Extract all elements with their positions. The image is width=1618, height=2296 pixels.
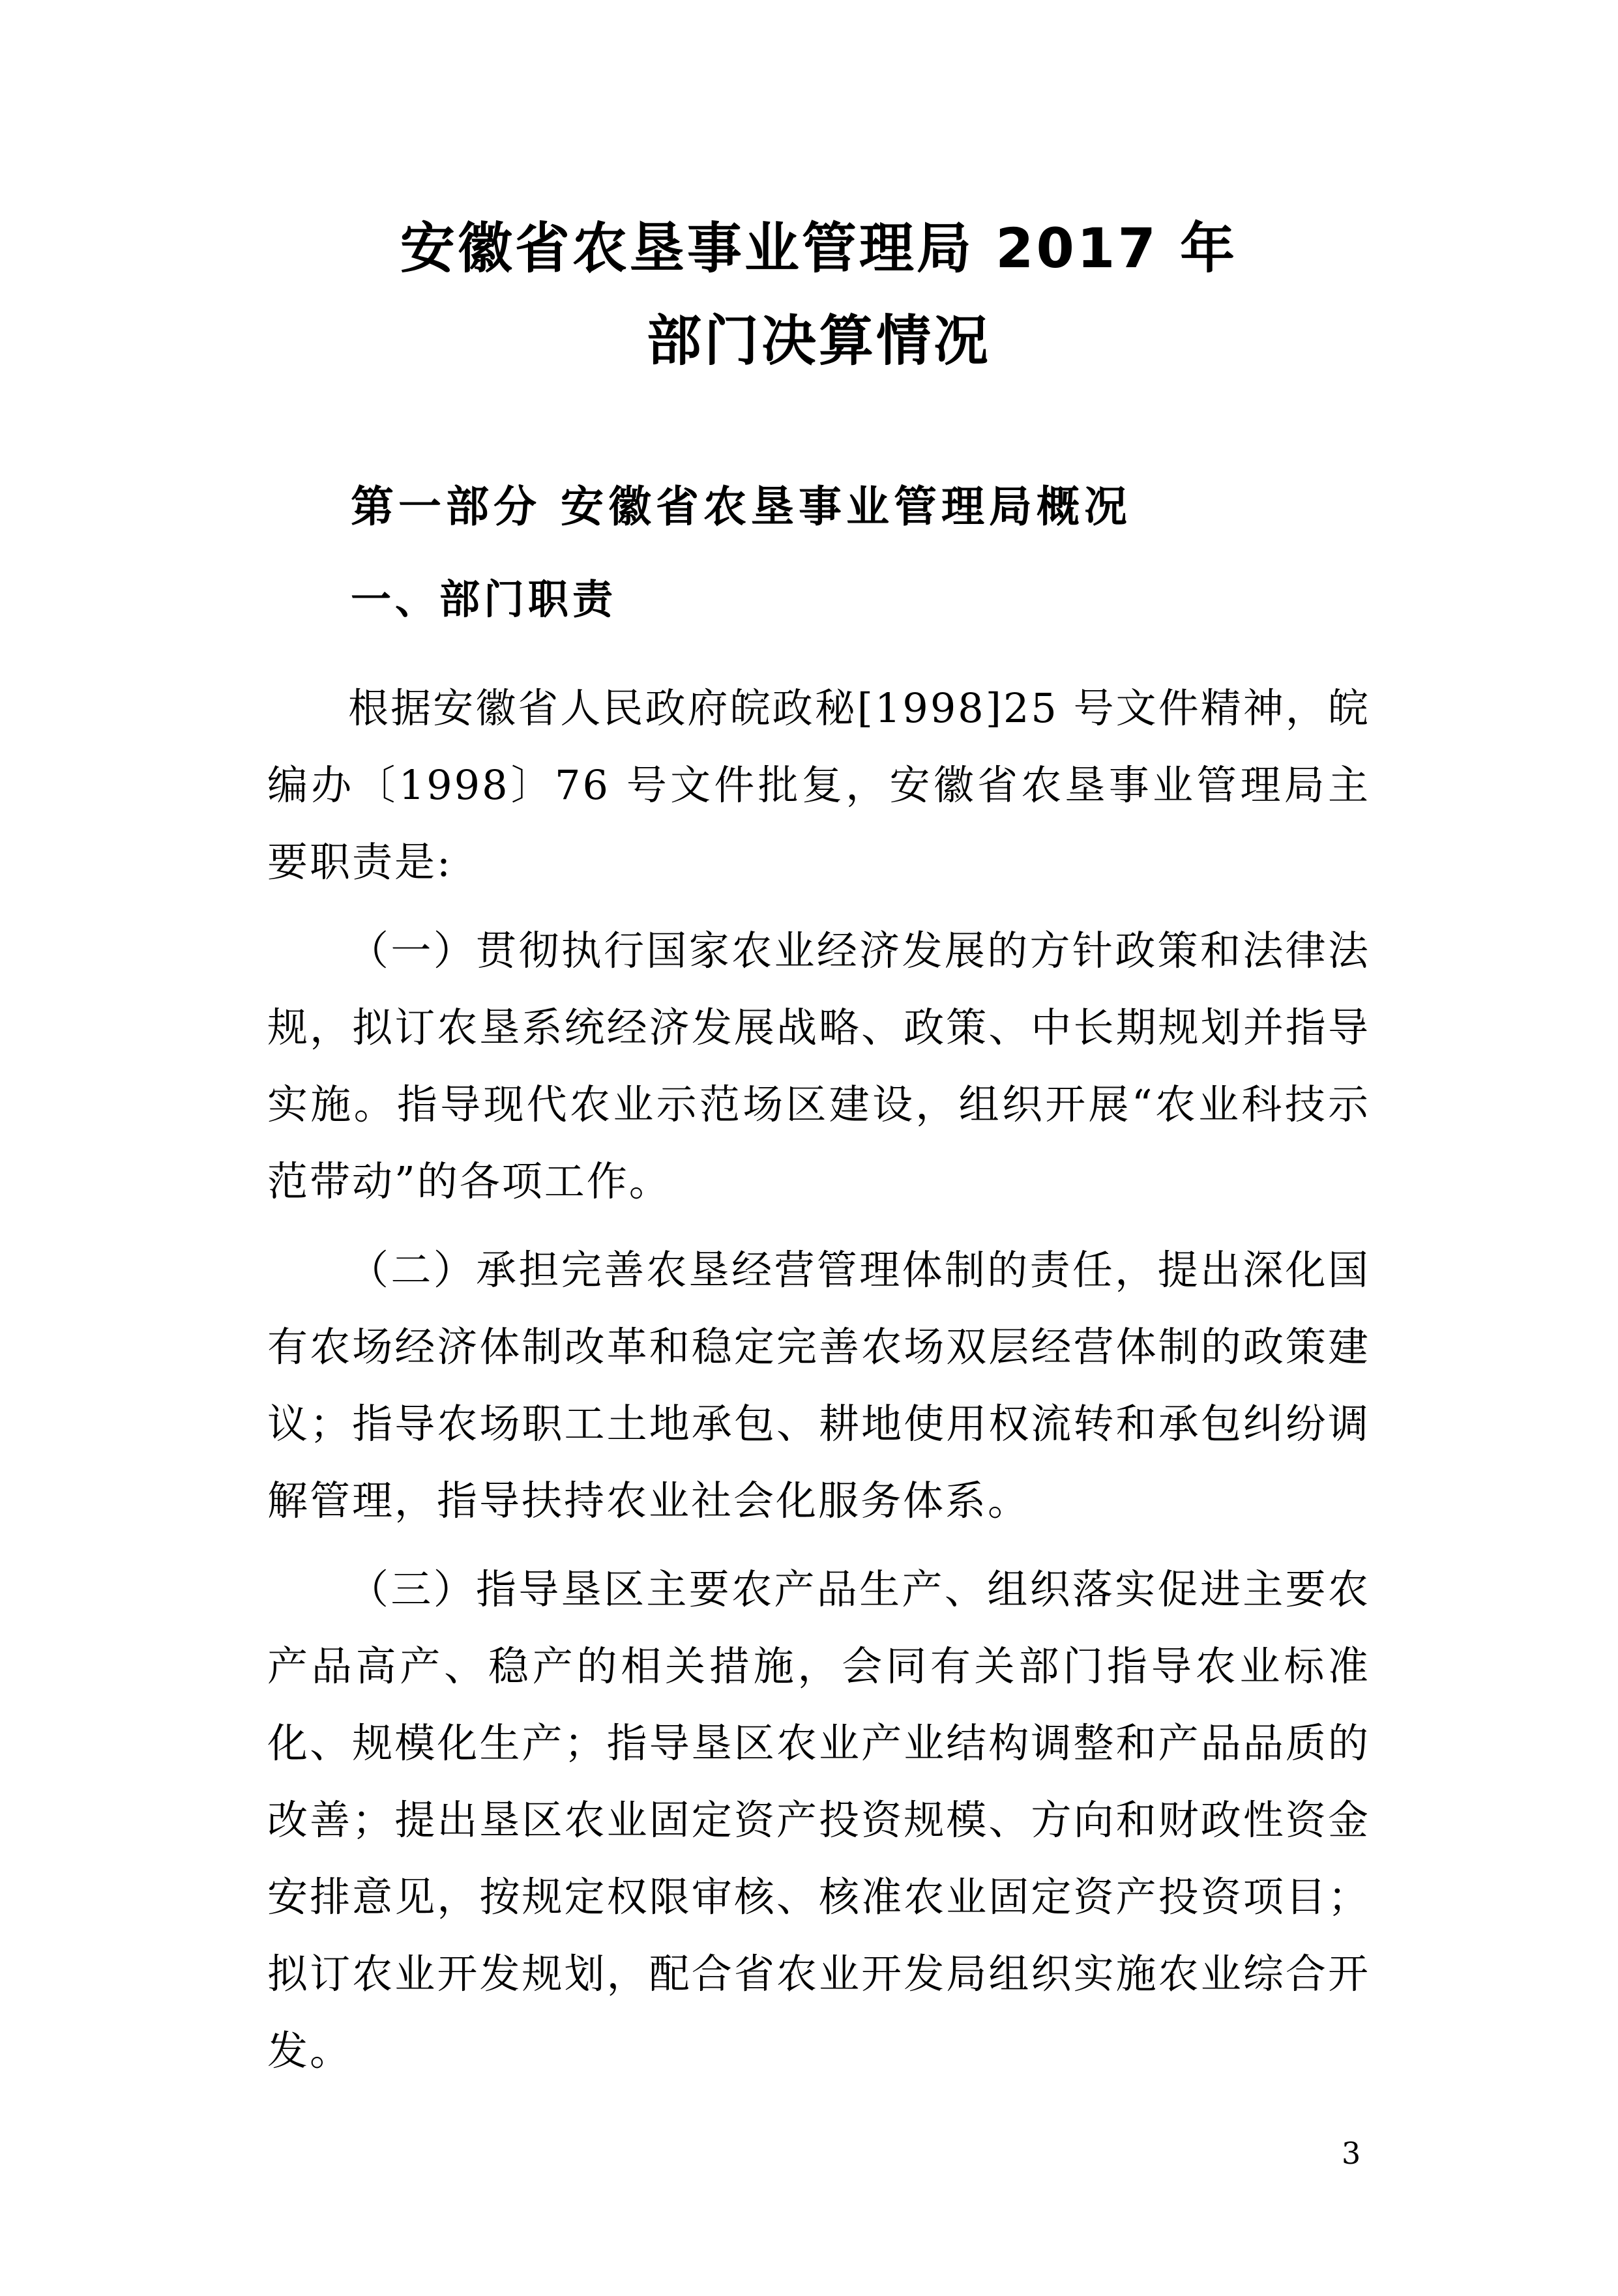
document-title-line2: 部门决算情况 bbox=[646, 309, 991, 373]
section1-duties-heading: 一、部门职责 bbox=[351, 575, 617, 623]
document-title-line1: 安徽省农垦事业管理局 2017 年 bbox=[400, 216, 1238, 280]
document-title bbox=[267, 202, 1370, 387]
paragraph-duty-2: （二）承担完善农垦经营管理体制的责任，提出深化国有农场经济体制改革和稳定完善农场双层经营体制的政策建议；指导农场职工土地承包、耕地使用权流转和承包纠纷调解管理，指导扶持农业社会化服务体系。 bbox=[267, 1246, 1370, 1524]
part1-heading: 第一部分 安徽省农垦事业管理局概况 bbox=[351, 482, 1132, 532]
paragraph-intro: 根据安徽省人民政府皖政秘[1998]25 号文件精神，皖编办〔1998〕76 号文件批复，安徽省农垦事业管理局主要职责是: bbox=[267, 684, 1370, 886]
page-number: 3 bbox=[1342, 2136, 1361, 2171]
document-content bbox=[267, 202, 1370, 2089]
paragraph-duty-3: （三）指导垦区主要农产品生产、组织落实促进主要农产品高产、稳产的相关措施，会同有关部门指导农业标准化、规模化生产；指导垦区农业产业结构调整和产品品质的改善；提出垦区农业固定资产投资规模、方向和财政性资金安排意见，按规定权限审核、核准农业固定资产投资项目；拟订农业开发规划，配合省农业开发局组织实施农业综合开发。 bbox=[267, 1565, 1370, 2074]
paragraph-duty-1: （一）贯彻执行国家农业经济发展的方针政策和法律法规，拟订农垦系统经济发展战略、政策、中长期规划并指导实施。指导现代农业示范场区建设，组织开展“农业科技示范带动”的各项工作。 bbox=[267, 927, 1370, 1205]
